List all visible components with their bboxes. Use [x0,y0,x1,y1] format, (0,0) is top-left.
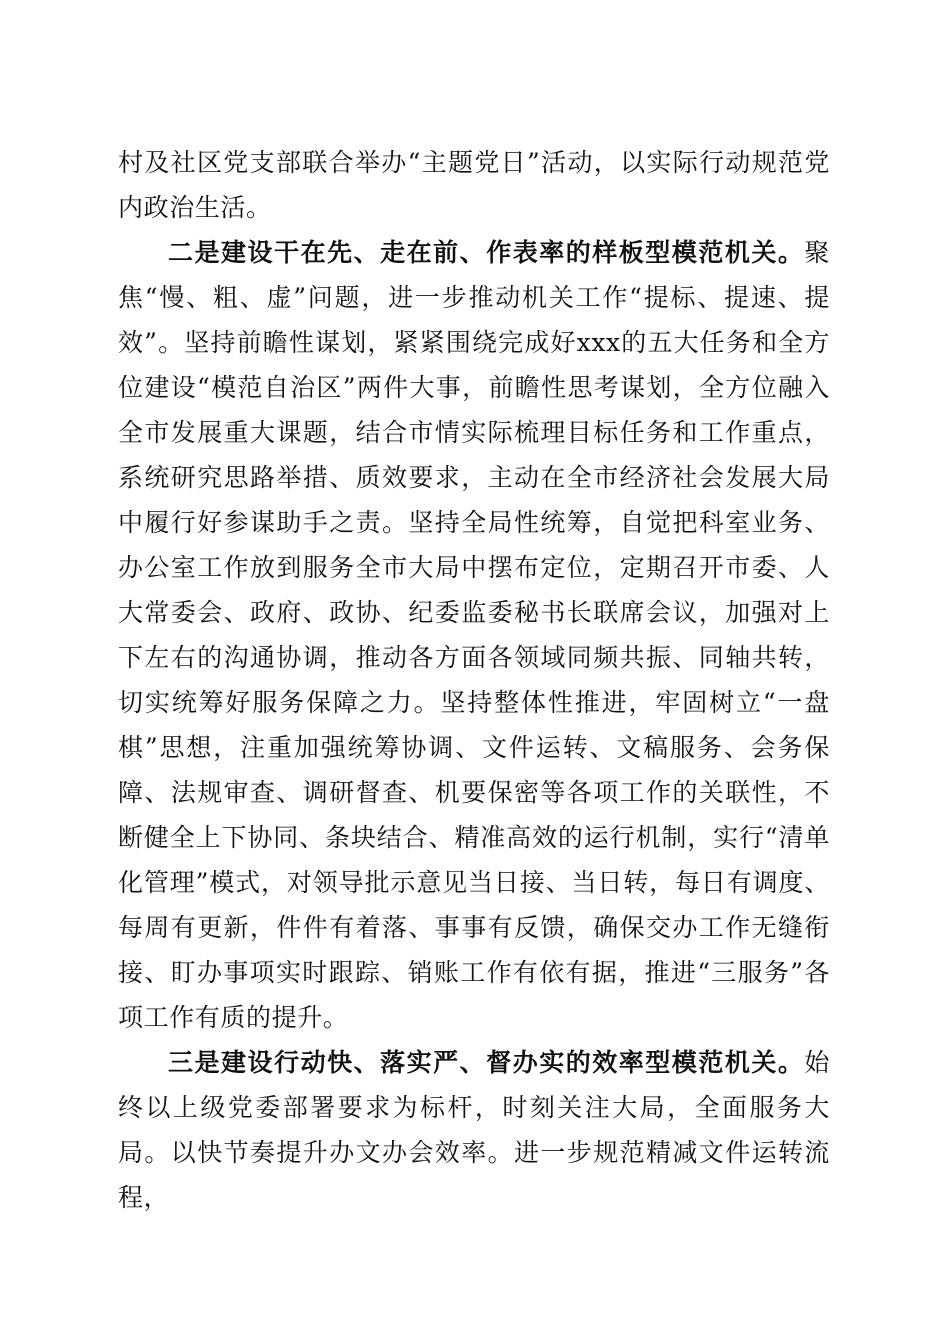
document-body [118,140,830,1220]
paragraph-continuation [118,140,830,230]
paragraph-lead: 二是建设干在先、走在前、作表率的样板型模范机关。 [168,238,805,267]
paragraph-body: 村及社区党支部联合举办“主题党日”活动，以实际行动规范党内政治生活。 [118,148,830,222]
paragraph-section-three [118,1040,830,1220]
paragraph-body: 始终以上级党委部署要求为标杆，时刻关注大局，全面服务大局。以快节奏提升办文办会效率。进一步规范精减文件运转流程， [118,1048,830,1212]
paragraph-body: 聚焦“慢、粗、虚”问题，进一步推动机关工作“提标、提速、提效”。坚持前瞻性谋划，紧紧围绕完成好xxx的五大任务和全方位建设“模范自治区”两件大事，前瞻性思考谋划，全方位融入全市发展重大课题，结合市情实际梳理目标任务和工作重点，系统研究思路举措、质效要求，主动在全市经济社会发展大局中履行好参谋助手之责。坚持全局性统筹，自觉把科室业务、办公室工作放到服务全市大局中摆布定位，定期召开市委、人大常委会、政府、政协、纪委监委秘书长联席会议，加强对上下左右的沟通协调，推动各方面各领域同频共振、同轴共转，切实统筹好服务保障之力。坚持整体性推进，牢固树立“一盘棋”思想，注重加强统筹协调、文件运转、文稿服务、会务保障、法规审查、调研督查、机要保密等各项工作的关联性，不断健全上下协同、条块结合、精准高效的运行机制，实行“清单化管理”模式，对领导批示意见当日接、当日转，每日有调度、每周有更新，件件有着落、事事有反馈，确保交办工作无缝衔接、盯办事项实时跟踪、销账工作有依有据，推进“三服务”各项工作有质的提升。 [118,238,830,1032]
paragraph-lead: 三是建设行动快、落实严、督办实的效率型模范机关。 [168,1048,805,1077]
paragraph-section-two [118,230,830,1040]
